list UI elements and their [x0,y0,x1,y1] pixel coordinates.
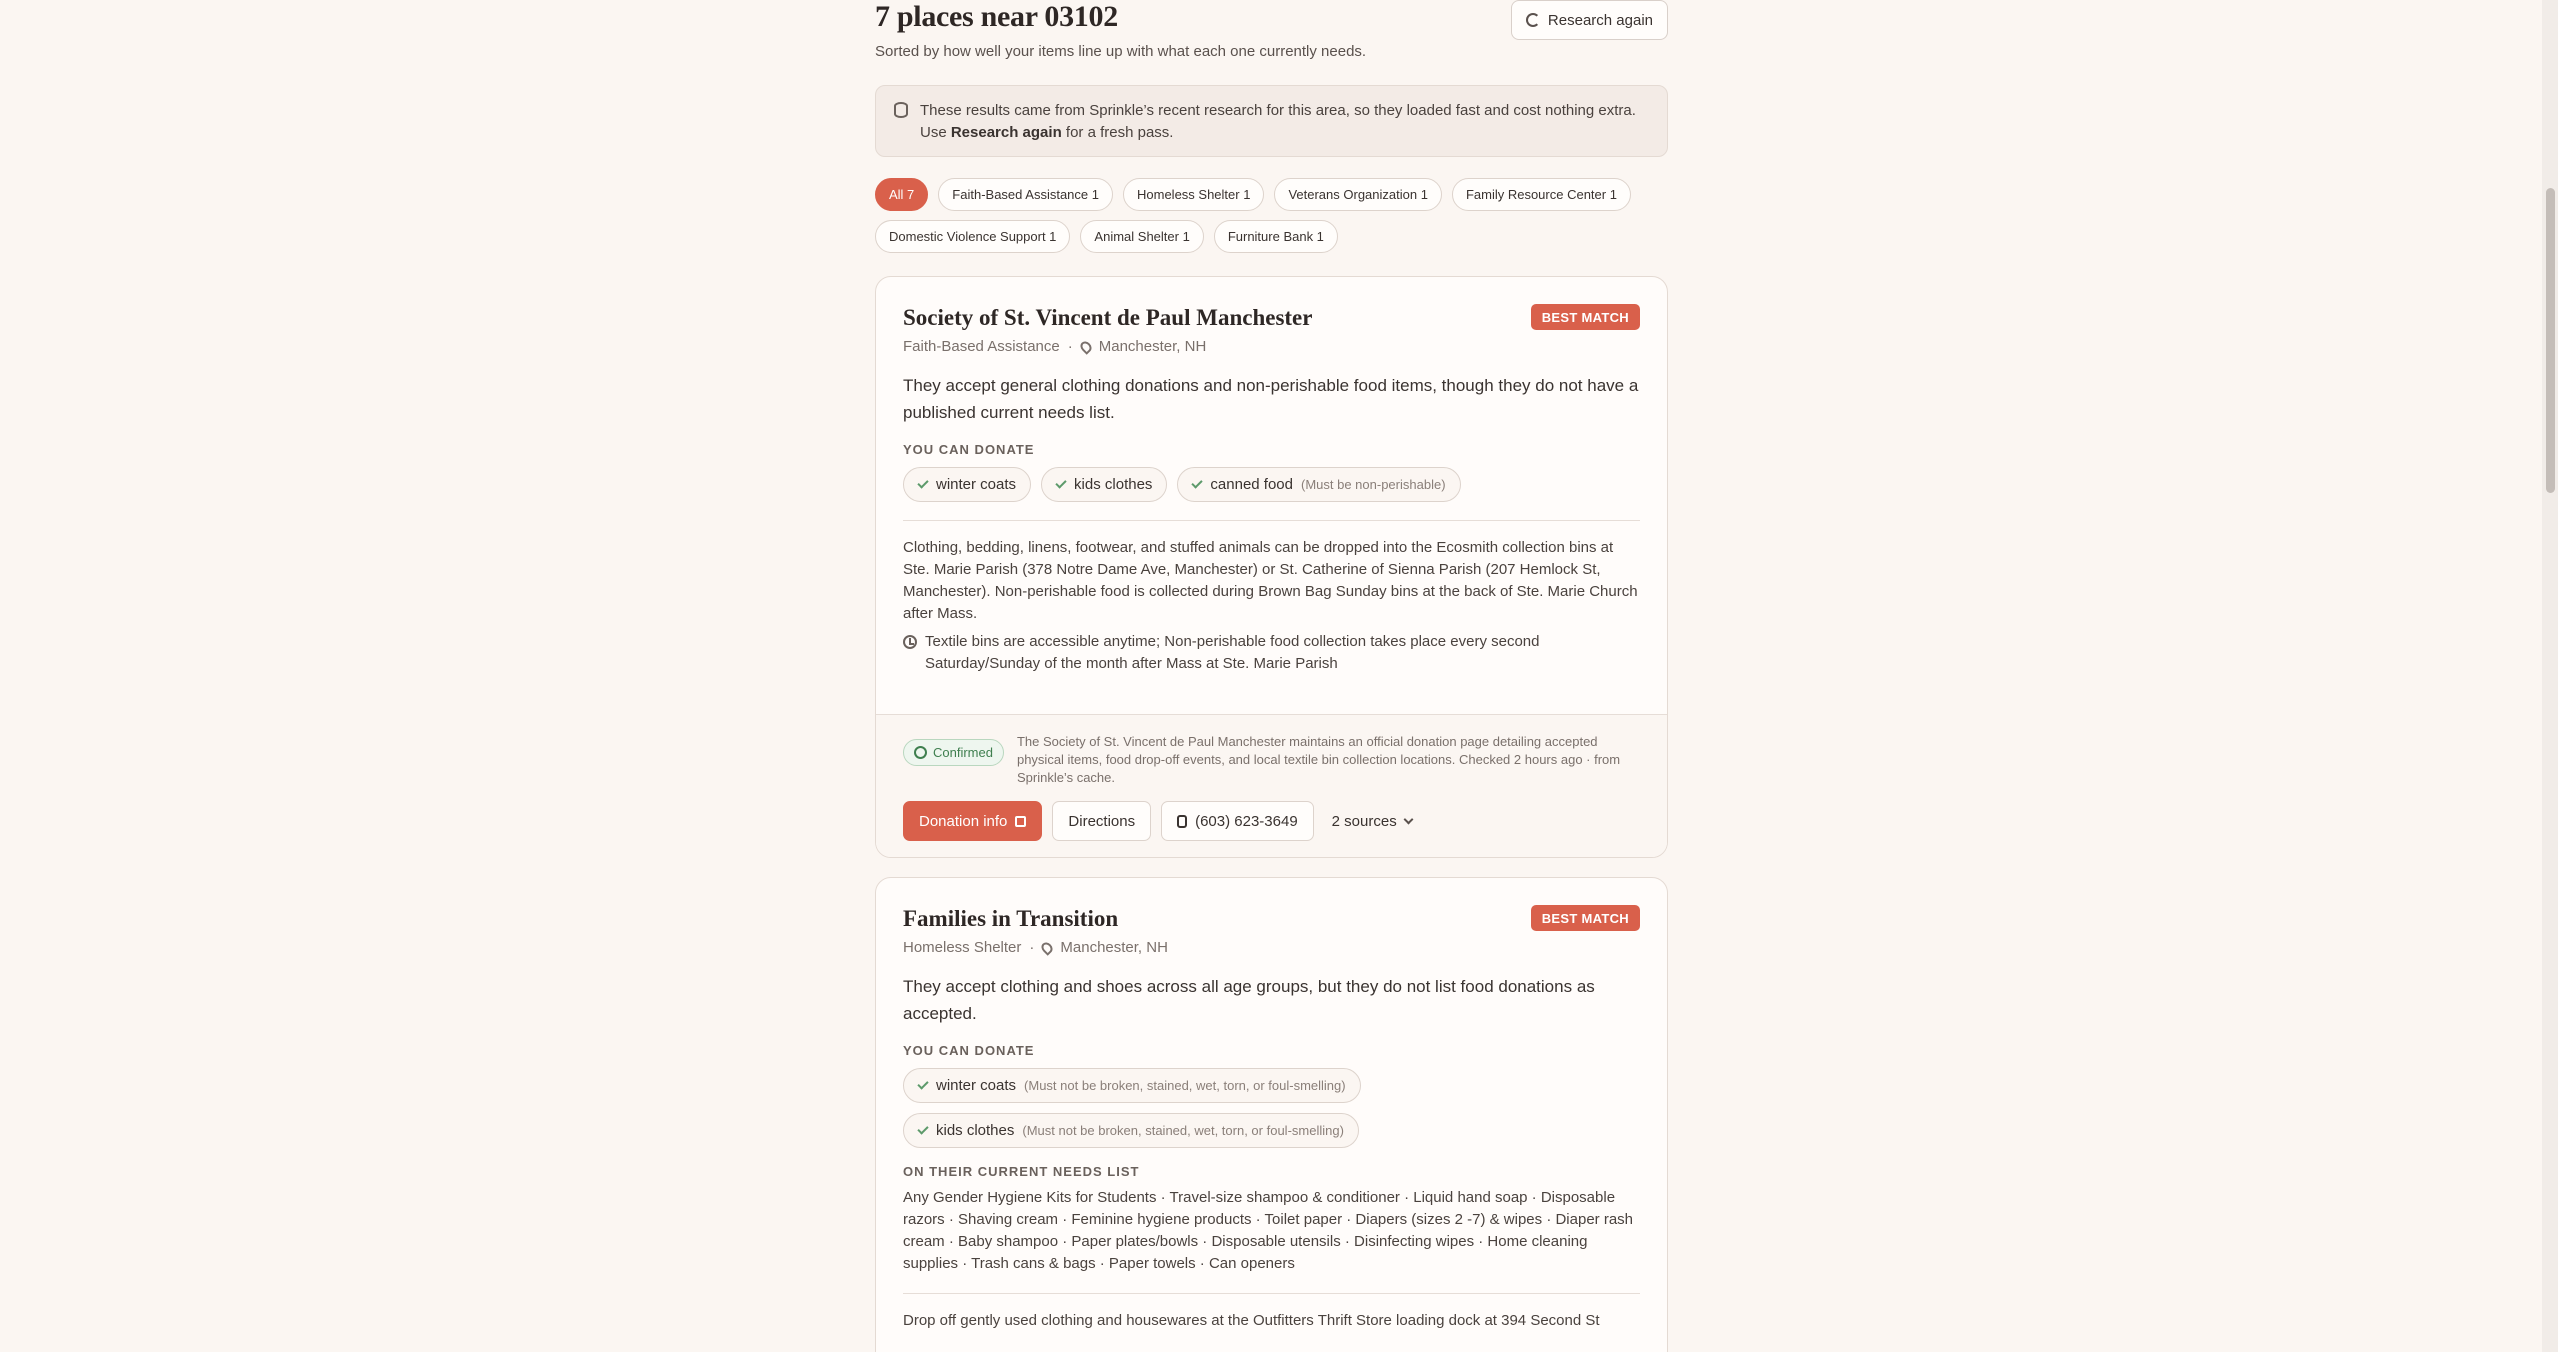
place-name[interactable]: Families in Transition [903,906,1119,931]
you-can-donate-label: YOU CAN DONATE [903,1043,1035,1058]
check-icon [917,1123,928,1134]
phone-button[interactable] [1161,801,1314,841]
item-pill [1041,467,1167,502]
location-pin-icon [1040,940,1056,956]
item-pill [903,1113,1359,1148]
you-can-donate-label: YOU CAN DONATE [903,442,1035,457]
scrollbar-thumb[interactable] [2546,188,2555,493]
hours-row [903,631,1640,675]
item-name: winter coats [936,476,1017,493]
page-title: 7 places near 03102 [875,0,1118,33]
filter-family-resource[interactable]: Family Resource Center 1 [1452,178,1631,211]
sources-label: 2 sources [1331,812,1397,830]
refresh-icon [1526,13,1540,27]
place-category: Homeless Shelter [903,939,1022,956]
best-match-badge: BEST MATCH [1531,304,1640,330]
item-pill [1177,467,1460,502]
place-summary: They accept general clothing donations and non-perishable food items, though they do not have a published current needs list. [903,376,1639,422]
card-footer [876,714,1667,857]
donate-items [903,1068,1640,1148]
item-name: canned food [1210,476,1293,493]
card-actions [903,801,1640,841]
filter-domestic-violence[interactable]: Domestic Violence Support 1 [875,220,1070,253]
results-header [875,0,1668,70]
check-circle-icon [914,746,927,759]
item-name: winter coats [936,1077,1017,1094]
divider [903,520,1640,521]
confirmed-badge [903,739,1004,766]
item-pill [903,467,1031,502]
place-summary: They accept clothing and shoes across all age groups, but they do not list food donations as accepted. [903,977,1595,1023]
category-filters [875,178,1668,262]
item-name: kids clothes [1074,476,1153,493]
external-link-icon [1015,816,1026,827]
filter-homeless-shelter[interactable]: Homeless Shelter 1 [1123,178,1264,211]
notice-text-after: for a fresh pass. [1061,124,1174,141]
item-name: kids clothes [936,1122,1015,1139]
item-note: (Must not be broken, stained, wet, torn, or foul-smelling) [1024,1078,1346,1093]
results-panel [875,0,1668,1329]
place-card-st-vincent [875,276,1668,858]
dropoff-instructions: Clothing, bedding, linens, footwear, and stuffed animals can be dropped into the Ecosmith collection bins at Ste. Marie Parish (378 Notre Dame Ave, Manchester) or St. Catherine of Sienna Parish (207 Hemlock St, Manchester). Non-perishable food is collected during Brown Bag Sunday bins at the back of Ste. Marie Church after Mass. [903,539,1638,622]
divider [903,1293,1640,1294]
place-meta: Faith-Based Assistance · Manchester, NH [903,338,1207,355]
clock-icon [903,635,917,649]
dropoff-instructions: Drop off gently used clothing and housewares at the Outfitters Thrift Store loading dock at 394 Second St [903,1312,1600,1329]
cache-notice [875,85,1668,157]
place-location: Manchester, NH [1060,939,1168,956]
check-icon [1192,477,1203,488]
item-pill [903,1068,1361,1103]
needs-list-label: ON THEIR CURRENT NEEDS LIST [903,1164,1140,1179]
directions-button[interactable]: Directions [1052,801,1151,841]
place-card-families-in-transition [875,877,1668,1352]
hours-text: Textile bins are accessible anytime; Non-perishable food collection takes place every second Saturday/Sunday of the month after Mass at Ste. Marie Parish [925,633,1540,672]
database-icon [894,102,908,118]
verification-note: The Society of St. Vincent de Paul Manchester maintains an official donation page detailing accepted physical items, food drop-off events, and local textile bin collection locations. Checked 2 hours ago · from Sprinkle’s cache. [1016,734,1621,785]
check-icon [917,1078,928,1089]
page-subtitle: Sorted by how well your items line up with what each one currently needs. [875,43,1367,60]
phone-icon [1177,815,1187,828]
donation-info-label: Donation info [919,812,1008,830]
location-pin-icon [1078,339,1094,355]
donation-info-button[interactable] [903,801,1042,841]
notice-text-before: These results came from Sprinkle’s recent research for this area, so they loaded fast and cost nothing extra. Use [920,102,1636,141]
filter-veterans[interactable]: Veterans Organization 1 [1274,178,1441,211]
page-scrollbar[interactable] [2542,0,2558,1352]
donate-items [903,467,1640,502]
place-location: Manchester, NH [1098,338,1207,355]
sources-toggle[interactable] [1332,813,1412,830]
notice-bold: Research again [950,124,1062,141]
item-note: (Must be non-perishable) [1301,477,1446,492]
research-again-label: Research again [1547,11,1653,29]
check-icon [1055,477,1066,488]
place-category: Faith-Based Assistance [903,338,1060,355]
chevron-down-icon [1403,814,1413,824]
best-match-badge: BEST MATCH [1531,905,1640,931]
check-icon [917,477,928,488]
place-name[interactable]: Society of St. Vincent de Paul Manchester [903,305,1313,330]
item-note: (Must not be broken, stained, wet, torn, or foul-smelling) [1022,1123,1344,1138]
filter-faith-based[interactable]: Faith-Based Assistance 1 [938,178,1113,211]
filter-animal-shelter[interactable]: Animal Shelter 1 [1080,220,1203,253]
filter-furniture-bank[interactable]: Furniture Bank 1 [1214,220,1338,253]
phone-number: (603) 623-3649 [1195,812,1298,830]
confirmed-label: Confirmed [933,745,993,760]
filter-all[interactable]: All 7 [875,178,928,211]
research-again-button[interactable] [1511,0,1668,40]
place-meta: Homeless Shelter · Manchester, NH [903,939,1168,956]
needs-list: Any Gender Hygiene Kits for Students · Travel-size shampoo & conditioner · Liquid hand soap · Disposable razors · Shaving cream · Feminine hygiene products · Toilet paper · Diapers (sizes 2 -7) & wipes · Diaper rash cream · Baby shampoo · Paper plates/bowls · Disposable utensils · Disinfecting wipes · Home cleaning supplies · Trash cans & bags · Paper towels · Can openers [903,1189,1634,1272]
